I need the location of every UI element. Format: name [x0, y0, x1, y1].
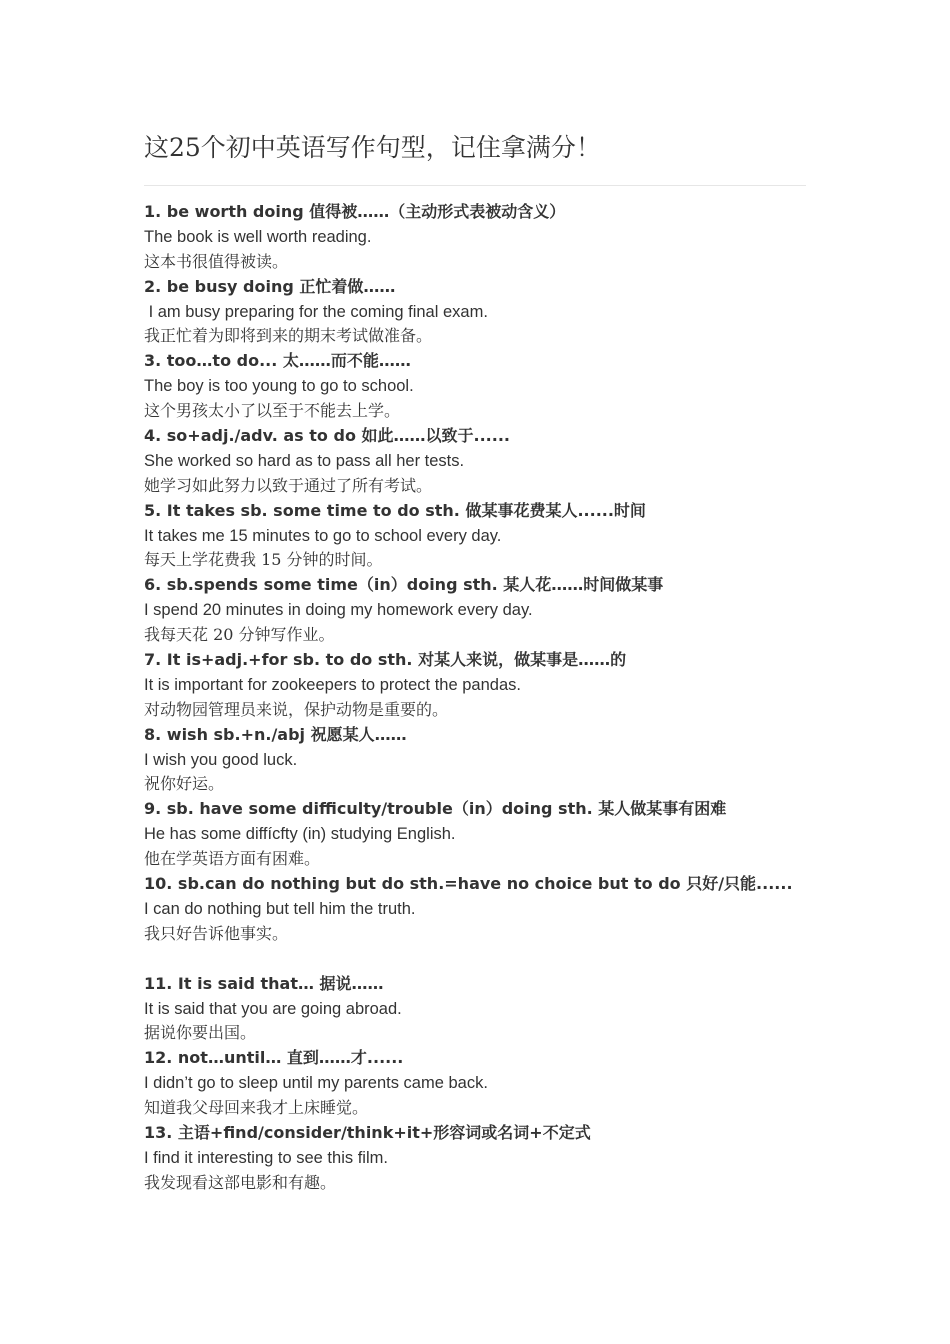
pattern-heading: 1. be worth doing 值得被……（主动形式表被动含义）	[144, 202, 566, 221]
example-chinese: 我每天花 20 分钟写作业。	[144, 625, 335, 645]
pattern-item	[144, 797, 844, 872]
example-english: I am busy preparing for the coming final exam.	[144, 302, 488, 321]
example-chinese: 我发现看这部电影和有趣。	[144, 1172, 337, 1192]
example-english: He has some diffícfty (in) studying English.	[144, 825, 456, 844]
sentence-pattern-list	[144, 200, 844, 1196]
pattern-item	[144, 723, 844, 798]
pattern-item	[144, 349, 844, 424]
pattern-heading: 8. wish sb.+n./abj 祝愿某人……	[144, 724, 407, 744]
example-english: It takes me 15 minutes to go to school every day.	[144, 526, 502, 545]
example-english: I spend 20 minutes in doing my homework every day.	[144, 601, 533, 620]
title-divider	[144, 185, 806, 186]
example-chinese: 对动物园管理员来说，保护动物是重要的。	[144, 699, 449, 719]
pattern-item	[144, 1046, 844, 1121]
page-title: 这25个初中英语写作句型，记住拿满分！	[144, 133, 601, 162]
pattern-item	[144, 275, 844, 350]
pattern-item	[144, 424, 844, 499]
example-english: I can do nothing but tell him the truth.	[144, 899, 416, 918]
pattern-item	[144, 972, 844, 1047]
pattern-heading: 10. sb.can do nothing but do sth.=have no choice but to do 只好/只能......	[144, 874, 793, 894]
pattern-heading: 5. It takes sb. some time to do sth. 做某事花费某人......时间	[144, 500, 646, 520]
example-english: The boy is too young to go to school.	[144, 377, 414, 396]
pattern-heading: 12. not…until… 直到……才......	[144, 1048, 404, 1068]
pattern-item	[144, 200, 844, 275]
example-english: It is important for zookeepers to protect the pandas.	[144, 675, 521, 694]
example-chinese: 知道我父母回来我才上床睡觉。	[144, 1098, 369, 1118]
example-chinese: 他在学英语方面有困难。	[144, 849, 321, 869]
pattern-item	[144, 573, 844, 648]
example-english: It is said that you are going abroad.	[144, 999, 402, 1018]
example-english: I wish you good luck.	[144, 750, 298, 769]
pattern-item	[144, 1121, 844, 1196]
example-chinese: 每天上学花费我 15 分钟的时间。	[144, 550, 383, 570]
pattern-heading: 6. sb.spends some time（in）doing sth. 某人花……时间做某事	[144, 575, 664, 595]
example-chinese: 祝你好运。	[144, 774, 225, 794]
example-chinese: 我正忙着为即将到来的期末考试做准备。	[144, 326, 433, 346]
pattern-heading: 13. 主语+find/consider/think+it+形容词或名词+不定式	[144, 1122, 591, 1142]
example-chinese: 这个男孩太小了以至于不能去上学。	[144, 401, 401, 421]
example-english: She worked so hard as to pass all her tests.	[144, 451, 465, 470]
example-chinese: 据说你要出国。	[144, 1023, 257, 1043]
pattern-heading: 3. too…to do... 太……而不能……	[144, 351, 411, 371]
pattern-heading: 2. be busy doing 正忙着做……	[144, 276, 396, 296]
pattern-item	[144, 499, 844, 574]
example-english: I didn’t go to sleep until my parents came back.	[144, 1074, 488, 1093]
paragraph-spacer	[144, 947, 844, 972]
pattern-item	[144, 872, 844, 947]
pattern-heading: 7. It is+adj.+for sb. to do sth. 对某人来说，做某事是……的	[144, 650, 627, 670]
example-english: The book is well worth reading.	[144, 227, 372, 246]
pattern-heading: 9. sb. have some difficulty/trouble（in）doing sth. 某人做某事有困难	[144, 799, 727, 819]
example-chinese: 我只好告诉他事实。	[144, 923, 289, 943]
pattern-item	[144, 648, 844, 723]
pattern-heading: 11. It is said that… 据说……	[144, 973, 384, 993]
pattern-heading: 4. so+adj./adv. as to do 如此……以致于......	[144, 426, 510, 446]
example-chinese: 这本书很值得被读。	[144, 251, 289, 271]
example-english: I find it interesting to see this film.	[144, 1148, 388, 1167]
example-chinese: 她学习如此努力以致于通过了所有考试。	[144, 475, 433, 495]
